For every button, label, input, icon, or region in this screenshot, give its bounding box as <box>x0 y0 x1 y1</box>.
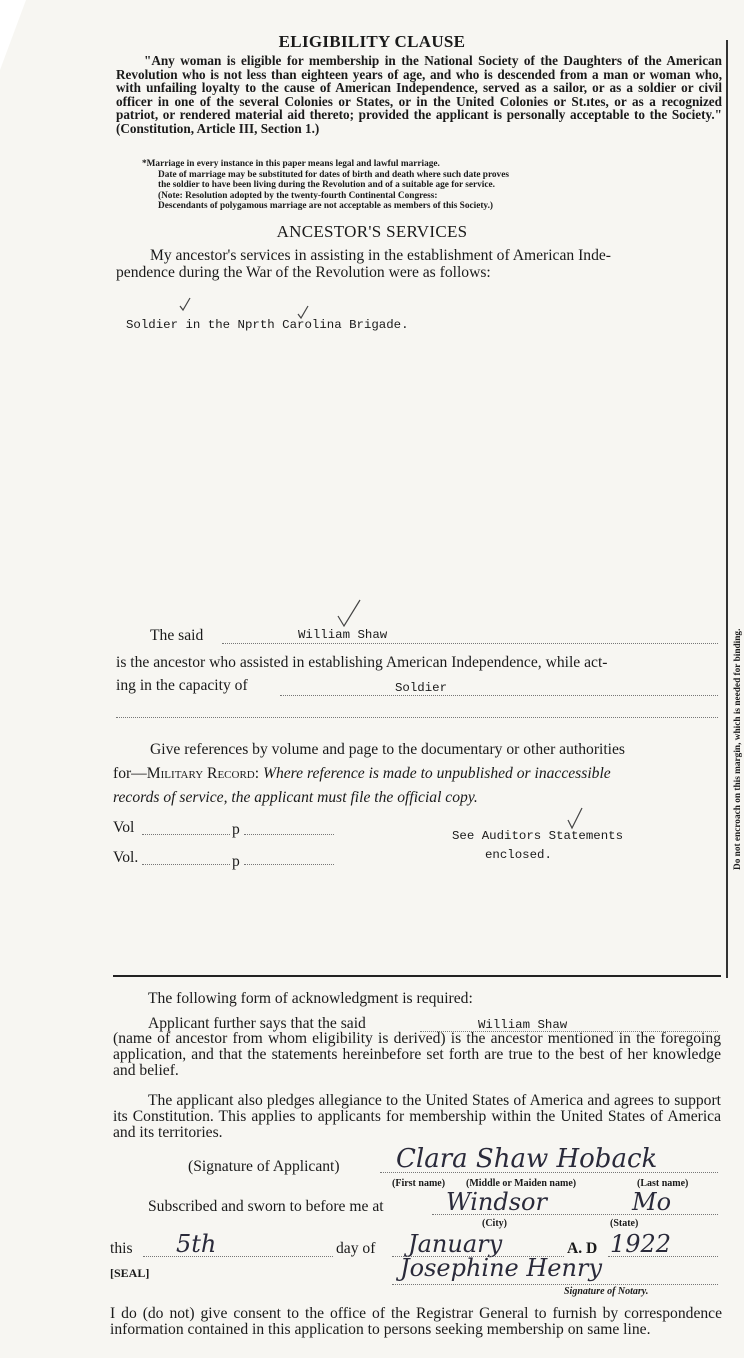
ack-p1-rest: (name of ancestor from whom eligibility is derived) is the ancestor mentioned in the foregoing application, and that the statements hereinbefore set forth are true to the best of her knowledge and belief. <box>113 1030 721 1079</box>
state-caption: (State) <box>610 1218 639 1229</box>
eligibility-title: ELIGIBILITY CLAUSE <box>278 32 466 51</box>
ack-p1-start: Applicant further says that the said <box>148 1015 366 1032</box>
first-name-caption: (First name) <box>392 1178 446 1189</box>
day-of-label: day of <box>336 1240 376 1257</box>
notary-underline <box>392 1284 718 1285</box>
notary-signature: Josephine Henry <box>400 1254 602 1282</box>
p-underline-1 <box>244 834 334 835</box>
note-line: Date of marriage may be substituted for dates of birth and death where such date proves <box>158 169 509 180</box>
middle-name-caption: (Middle or Maiden name) <box>466 1178 577 1189</box>
year-value: 1922 <box>610 1230 672 1258</box>
this-label: this <box>110 1240 133 1257</box>
references-line1: Give references by volume and page to the documentary or other authorities <box>150 741 626 758</box>
city-underline <box>432 1214 718 1215</box>
binding-margin-line <box>726 40 728 978</box>
services-intro-line1: My ancestor's services in assisting in the establishment of American Inde- <box>150 247 611 264</box>
note-line: *Marriage in every instance in this paper means legal and lawful marriage. <box>142 159 440 169</box>
services-title: ANCESTOR'S SERVICES <box>276 222 468 241</box>
ack-required: The following form of acknowledgment is required: <box>148 990 473 1007</box>
year-underline <box>608 1256 718 1257</box>
capacity-underline <box>280 695 718 696</box>
ad-label: A. D <box>567 1240 598 1257</box>
eligibility-clause-text: "Any woman is eligible for membership in the National Society of the Daughters of the American Revolution who is not less than eighteen years of age, and who is descended from a man or woman who, with unfailing loyalty to the cause of American Independence, served as a sailor, or as a soldier or civil officer in one of the several Colonies or States, or in the United Colonies or St.ıtes, or as a recognized patriot, or rendered material aid thereto; provided the applicant is personally acceptable to the Society." (Constitution, Article III, Section 1.) <box>116 53 722 136</box>
eligibility-notes <box>142 159 702 212</box>
sworn-label: Subscribed and sworn to before me at <box>148 1198 384 1215</box>
seal-label: [SEAL] <box>110 1266 150 1280</box>
vol-label-1: Vol <box>113 819 135 836</box>
note-line: Descendants of polygamous marriage are not acceptable as members of this Society.) <box>158 201 493 212</box>
p-label-1: p <box>232 821 240 838</box>
ancestor-line1: is the ancestor who assisted in establishing American Independence, while act- <box>116 654 608 671</box>
references-italic: Where reference is made to unpublished or inaccessible <box>262 765 611 782</box>
signature-applicant-label: (Signature of Applicant) <box>188 1158 340 1175</box>
references-prefix: for— <box>113 765 147 782</box>
blank-underline <box>116 717 718 718</box>
check-mark-icon <box>336 598 362 628</box>
note-line: (Note: Resolution adopted by the twenty-fourth Continental Congress: <box>158 190 438 201</box>
state-value: Mo <box>632 1188 672 1216</box>
eligibility-clause <box>116 54 722 136</box>
binding-margin-text: Do not encroach on this margin, which is needed for binding. <box>733 628 743 870</box>
services-entry: Soldier in the Nprth Carolina Brigade. <box>126 318 409 332</box>
city-caption: (City) <box>482 1218 507 1229</box>
check-mark-icon <box>178 296 192 312</box>
last-name-caption: (Last name) <box>637 1178 689 1189</box>
note-line: the soldier to have been living during the Revolution and of a suitable age for service. <box>158 180 495 191</box>
notary-caption: Signature of Notary. <box>564 1286 649 1297</box>
check-mark-icon <box>296 304 310 320</box>
ack-p2: The applicant also pledges allegiance to the United States of America and agrees to support its Constitution. This applies to applicants for membership within the United States of America and its territories. <box>113 1092 721 1141</box>
day-underline <box>143 1256 333 1257</box>
vol-label-2: Vol. <box>113 849 139 866</box>
ack-ancestor-name: William Shaw <box>478 1018 568 1032</box>
p-underline-2 <box>244 864 334 865</box>
binding-margin-note <box>733 520 744 880</box>
military-record-label: Military Record: <box>146 765 260 782</box>
consent-text: I do (do not) give consent to the office of the Registrar General to furnish by correspondence information contained in this application to persons seeking membership on same line. <box>110 1305 722 1338</box>
services-intro-line2: pendence during the War of the Revolution were as follows: <box>116 264 491 281</box>
vol-underline-1 <box>142 834 230 835</box>
ancestor-name-field: William Shaw <box>298 628 388 642</box>
capacity-field: Soldier <box>395 681 448 695</box>
city-value: Windsor <box>446 1188 547 1216</box>
auditors-line2: enclosed. <box>485 848 552 862</box>
vol-underline-2 <box>142 864 230 865</box>
references-line3: records of service, the applicant must file the official copy. <box>113 789 478 806</box>
section-divider <box>113 975 721 977</box>
auditors-line1: See Auditors Statements <box>452 829 624 843</box>
signature-underline <box>380 1172 718 1173</box>
p-label-2: p <box>232 853 240 870</box>
applicant-signature: Clara Shaw Hoback <box>396 1144 658 1174</box>
check-mark-icon <box>566 806 584 830</box>
references-line2 <box>113 764 611 784</box>
ancestor-line2: ing in the capacity of <box>116 677 248 694</box>
said-underline <box>222 643 718 644</box>
said-label: The said <box>150 627 204 644</box>
day-value: 5th <box>176 1230 217 1258</box>
month-value: January <box>408 1230 503 1258</box>
